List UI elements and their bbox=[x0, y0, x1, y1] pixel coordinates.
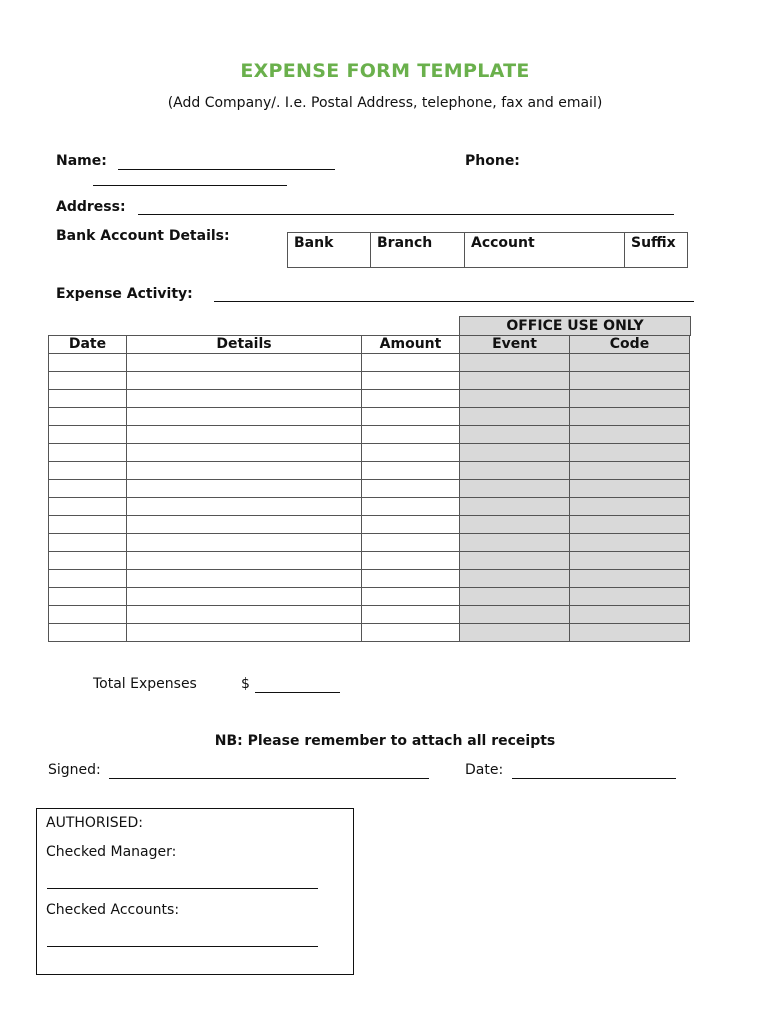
details-cell[interactable] bbox=[127, 588, 362, 606]
table-row bbox=[49, 588, 690, 606]
event-cell[interactable] bbox=[460, 552, 570, 570]
code-cell[interactable] bbox=[570, 444, 690, 462]
checked-manager-line[interactable] bbox=[47, 888, 318, 889]
table-row bbox=[49, 498, 690, 516]
event-cell[interactable] bbox=[460, 516, 570, 534]
code-cell[interactable] bbox=[570, 498, 690, 516]
amount-cell[interactable] bbox=[362, 354, 460, 372]
details-cell[interactable] bbox=[127, 498, 362, 516]
details-cell[interactable] bbox=[127, 570, 362, 588]
amount-cell[interactable] bbox=[362, 624, 460, 642]
total-expenses-label: Total Expenses bbox=[93, 676, 197, 692]
details-cell[interactable] bbox=[127, 516, 362, 534]
checked-accounts-line[interactable] bbox=[47, 946, 318, 947]
event-cell[interactable] bbox=[460, 444, 570, 462]
bank-details-label: Bank Account Details: bbox=[56, 228, 230, 244]
amount-column-header: Amount bbox=[362, 336, 460, 354]
phone-label: Phone: bbox=[465, 153, 520, 169]
code-column-header: Code bbox=[570, 336, 690, 354]
amount-cell[interactable] bbox=[362, 606, 460, 624]
expense-rows bbox=[49, 354, 690, 642]
date-cell[interactable] bbox=[49, 390, 127, 408]
event-cell[interactable] bbox=[460, 462, 570, 480]
details-cell[interactable] bbox=[127, 462, 362, 480]
code-cell[interactable] bbox=[570, 408, 690, 426]
code-cell[interactable] bbox=[570, 354, 690, 372]
table-row bbox=[49, 606, 690, 624]
event-cell[interactable] bbox=[460, 534, 570, 552]
table-row bbox=[49, 426, 690, 444]
expense-activity-line[interactable] bbox=[214, 301, 694, 302]
table-row bbox=[49, 354, 690, 372]
date-cell[interactable] bbox=[49, 570, 127, 588]
event-cell[interactable] bbox=[460, 606, 570, 624]
details-cell[interactable] bbox=[127, 426, 362, 444]
form-title: EXPENSE FORM TEMPLATE bbox=[240, 60, 530, 82]
amount-cell[interactable] bbox=[362, 516, 460, 534]
currency-symbol: $ bbox=[241, 676, 250, 692]
date-cell[interactable] bbox=[49, 516, 127, 534]
checked-accounts-label: Checked Accounts: bbox=[46, 902, 180, 918]
code-cell[interactable] bbox=[570, 462, 690, 480]
office-use-header: OFFICE USE ONLY bbox=[459, 316, 691, 336]
details-cell[interactable] bbox=[127, 624, 362, 642]
amount-cell[interactable] bbox=[362, 372, 460, 390]
suffix-cell[interactable]: Suffix bbox=[625, 233, 688, 268]
name-field-line[interactable] bbox=[118, 169, 335, 170]
code-cell[interactable] bbox=[570, 534, 690, 552]
code-cell[interactable] bbox=[570, 606, 690, 624]
date-cell[interactable] bbox=[49, 444, 127, 462]
total-expenses-line[interactable] bbox=[255, 692, 340, 693]
details-cell[interactable] bbox=[127, 354, 362, 372]
address-label: Address: bbox=[56, 199, 126, 215]
form-subtitle: (Add Company/. I.e. Postal Address, telephone, fax and email) bbox=[167, 95, 603, 111]
table-row bbox=[49, 570, 690, 588]
account-cell[interactable]: Account bbox=[465, 233, 625, 268]
date-cell[interactable] bbox=[49, 624, 127, 642]
amount-cell[interactable] bbox=[362, 570, 460, 588]
amount-cell[interactable] bbox=[362, 408, 460, 426]
event-cell[interactable] bbox=[460, 498, 570, 516]
event-cell[interactable] bbox=[460, 570, 570, 588]
name-label: Name: bbox=[56, 153, 107, 169]
address-field-line[interactable] bbox=[138, 214, 674, 215]
amount-cell[interactable] bbox=[362, 462, 460, 480]
table-row bbox=[49, 372, 690, 390]
details-cell[interactable] bbox=[127, 408, 362, 426]
details-cell[interactable] bbox=[127, 606, 362, 624]
event-cell[interactable] bbox=[460, 480, 570, 498]
details-cell[interactable] bbox=[127, 372, 362, 390]
date-label: Date: bbox=[465, 762, 504, 778]
amount-cell[interactable] bbox=[362, 534, 460, 552]
amount-cell[interactable] bbox=[362, 426, 460, 444]
authorised-title: AUTHORISED: bbox=[46, 815, 144, 831]
bank-details-table bbox=[287, 232, 688, 268]
amount-cell[interactable] bbox=[362, 390, 460, 408]
table-row bbox=[49, 480, 690, 498]
date-cell[interactable] bbox=[49, 426, 127, 444]
date-cell[interactable] bbox=[49, 498, 127, 516]
code-cell[interactable] bbox=[570, 570, 690, 588]
receipts-note: NB: Please remember to attach all receipts bbox=[214, 733, 556, 749]
name-field-line-2[interactable] bbox=[93, 185, 287, 186]
table-row bbox=[49, 408, 690, 426]
amount-cell[interactable] bbox=[362, 498, 460, 516]
date-cell[interactable] bbox=[49, 462, 127, 480]
code-cell[interactable] bbox=[570, 588, 690, 606]
details-cell[interactable] bbox=[127, 390, 362, 408]
date-line[interactable] bbox=[512, 778, 676, 779]
amount-cell[interactable] bbox=[362, 588, 460, 606]
authorised-box bbox=[36, 808, 354, 975]
table-row bbox=[49, 444, 690, 462]
table-row bbox=[49, 552, 690, 570]
code-cell[interactable] bbox=[570, 552, 690, 570]
event-cell[interactable] bbox=[460, 372, 570, 390]
table-row bbox=[49, 624, 690, 642]
signed-label: Signed: bbox=[48, 762, 101, 778]
amount-cell[interactable] bbox=[362, 444, 460, 462]
event-cell[interactable] bbox=[460, 426, 570, 444]
date-cell[interactable] bbox=[49, 372, 127, 390]
code-cell[interactable] bbox=[570, 372, 690, 390]
date-cell[interactable] bbox=[49, 534, 127, 552]
table-row bbox=[49, 462, 690, 480]
checked-manager-label: Checked Manager: bbox=[46, 844, 177, 860]
code-cell[interactable] bbox=[570, 624, 690, 642]
expense-activity-label: Expense Activity: bbox=[56, 286, 193, 302]
details-cell[interactable] bbox=[127, 534, 362, 552]
event-cell[interactable] bbox=[460, 624, 570, 642]
branch-cell[interactable]: Branch bbox=[371, 233, 465, 268]
date-cell[interactable] bbox=[49, 588, 127, 606]
date-cell[interactable] bbox=[49, 552, 127, 570]
table-row bbox=[49, 516, 690, 534]
event-cell[interactable] bbox=[460, 354, 570, 372]
details-cell[interactable] bbox=[127, 552, 362, 570]
code-cell[interactable] bbox=[570, 390, 690, 408]
date-cell[interactable] bbox=[49, 354, 127, 372]
code-cell[interactable] bbox=[570, 516, 690, 534]
amount-cell[interactable] bbox=[362, 480, 460, 498]
date-column-header: Date bbox=[49, 336, 127, 354]
bank-cell[interactable]: Bank bbox=[288, 233, 371, 268]
code-cell[interactable] bbox=[570, 480, 690, 498]
event-cell[interactable] bbox=[460, 588, 570, 606]
details-cell[interactable] bbox=[127, 444, 362, 462]
details-cell[interactable] bbox=[127, 480, 362, 498]
table-row bbox=[49, 534, 690, 552]
signature-line[interactable] bbox=[109, 778, 429, 779]
expense-table bbox=[48, 335, 690, 642]
table-row bbox=[49, 390, 690, 408]
event-cell[interactable] bbox=[460, 390, 570, 408]
event-column-header: Event bbox=[460, 336, 570, 354]
date-cell[interactable] bbox=[49, 408, 127, 426]
details-column-header: Details bbox=[127, 336, 362, 354]
date-cell[interactable] bbox=[49, 606, 127, 624]
code-cell[interactable] bbox=[570, 426, 690, 444]
amount-cell[interactable] bbox=[362, 552, 460, 570]
event-cell[interactable] bbox=[460, 408, 570, 426]
date-cell[interactable] bbox=[49, 480, 127, 498]
